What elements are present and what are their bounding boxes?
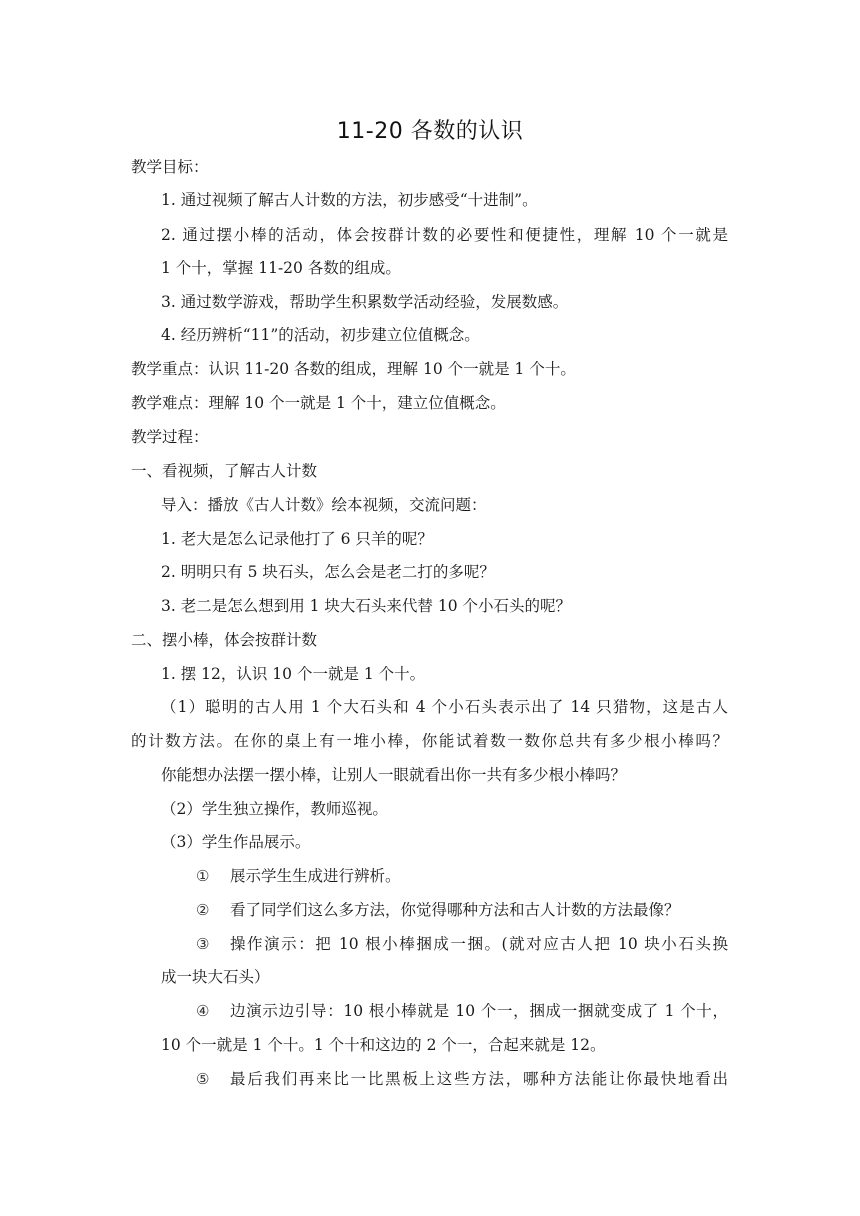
step-marker: ⑤	[196, 1070, 210, 1088]
step-marker: ④	[196, 1002, 210, 1020]
step-marker: ①	[196, 867, 210, 885]
objectives-heading: 教学目标：	[131, 158, 209, 176]
document-title: 11-20 各数的认识	[336, 119, 524, 144]
paragraph-1-line: 你能想办法摆一摆小棒，让别人一眼就看出你一共有多少根小棒吗？	[161, 766, 627, 784]
question-item: 2. 明明只有 5 块石头，怎么会是老二打的多呢？	[161, 563, 495, 581]
section-1-intro: 导入：播放《古人计数》绘本视频，交流问题：	[161, 496, 487, 514]
difficulty: 教学难点：理解 10 个一就是 1 个十，建立位值概念。	[131, 394, 506, 412]
step-marker: ②	[196, 901, 210, 919]
paragraph-2: （2）学生独立操作，教师巡视。	[161, 800, 388, 818]
section-1-heading: 一、看视频，了解古人计数	[131, 462, 318, 480]
objective-item: 3. 通过数学游戏，帮助学生积累数学活动经验，发展数感。	[161, 293, 569, 311]
question-item: 3. 老二是怎么想到用 1 块大石头来代替 10 个小石头的呢？	[161, 597, 572, 615]
paragraph-1-line: 的计数方法。在你的桌上有一堆小棒，你能试着数一数你总共有多少根小棒吗？	[131, 732, 728, 750]
objective-item: 4. 经历辨析“11”的活动，初步建立位值概念。	[161, 326, 480, 344]
step-marker: ③	[196, 935, 210, 953]
key-point: 教学重点：认识 11-20 各数的组成，理解 10 个一就是 1 个十。	[131, 360, 576, 378]
step-text: 最后我们再来比一比黑板上这些方法，哪种方法能让你最快地看出	[230, 1070, 728, 1088]
step-text: 边演示边引导：10 根小棒就是 10 个一，捆成一捆就变成了 1 个十，	[230, 1002, 728, 1020]
section-2-heading: 二、摆小棒，体会按群计数	[131, 631, 318, 649]
step-text-continuation: 成一块大石头）	[161, 968, 270, 986]
step-text-continuation: 10 个一就是 1 个十。1 个十和这边的 2 个一，合起来就是 12。	[161, 1036, 606, 1054]
question-item: 1. 老大是怎么记录他打了 6 只羊的呢？	[161, 530, 433, 548]
section-2-item-1: 1. 摆 12，认识 10 个一就是 1 个十。	[161, 665, 426, 683]
step-text: 看了同学们这么多方法，你觉得哪种方法和古人计数的方法最像？	[230, 901, 680, 919]
objective-item-continuation: 1 个十，掌握 11-20 各数的组成。	[161, 259, 401, 277]
step-text: 展示学生生成进行辨析。	[230, 867, 401, 885]
objective-item: 1. 通过视频了解古人计数的方法，初步感受“十进制”。	[161, 191, 538, 209]
step-text: 操作演示：把 10 根小棒捆成一捆。(就对应古人把 10 块小石头换	[230, 935, 728, 953]
process-heading: 教学过程：	[131, 428, 209, 446]
objective-item: 2. 通过摆小棒的活动，体会按群计数的必要性和便捷性，理解 10 个一就是	[161, 226, 728, 244]
paragraph-3: （3）学生作品展示。	[161, 833, 311, 851]
paragraph-1-line: （1）聪明的古人用 1 个大石头和 4 个小石头表示出了 14 只猎物，这是古人	[161, 698, 728, 716]
